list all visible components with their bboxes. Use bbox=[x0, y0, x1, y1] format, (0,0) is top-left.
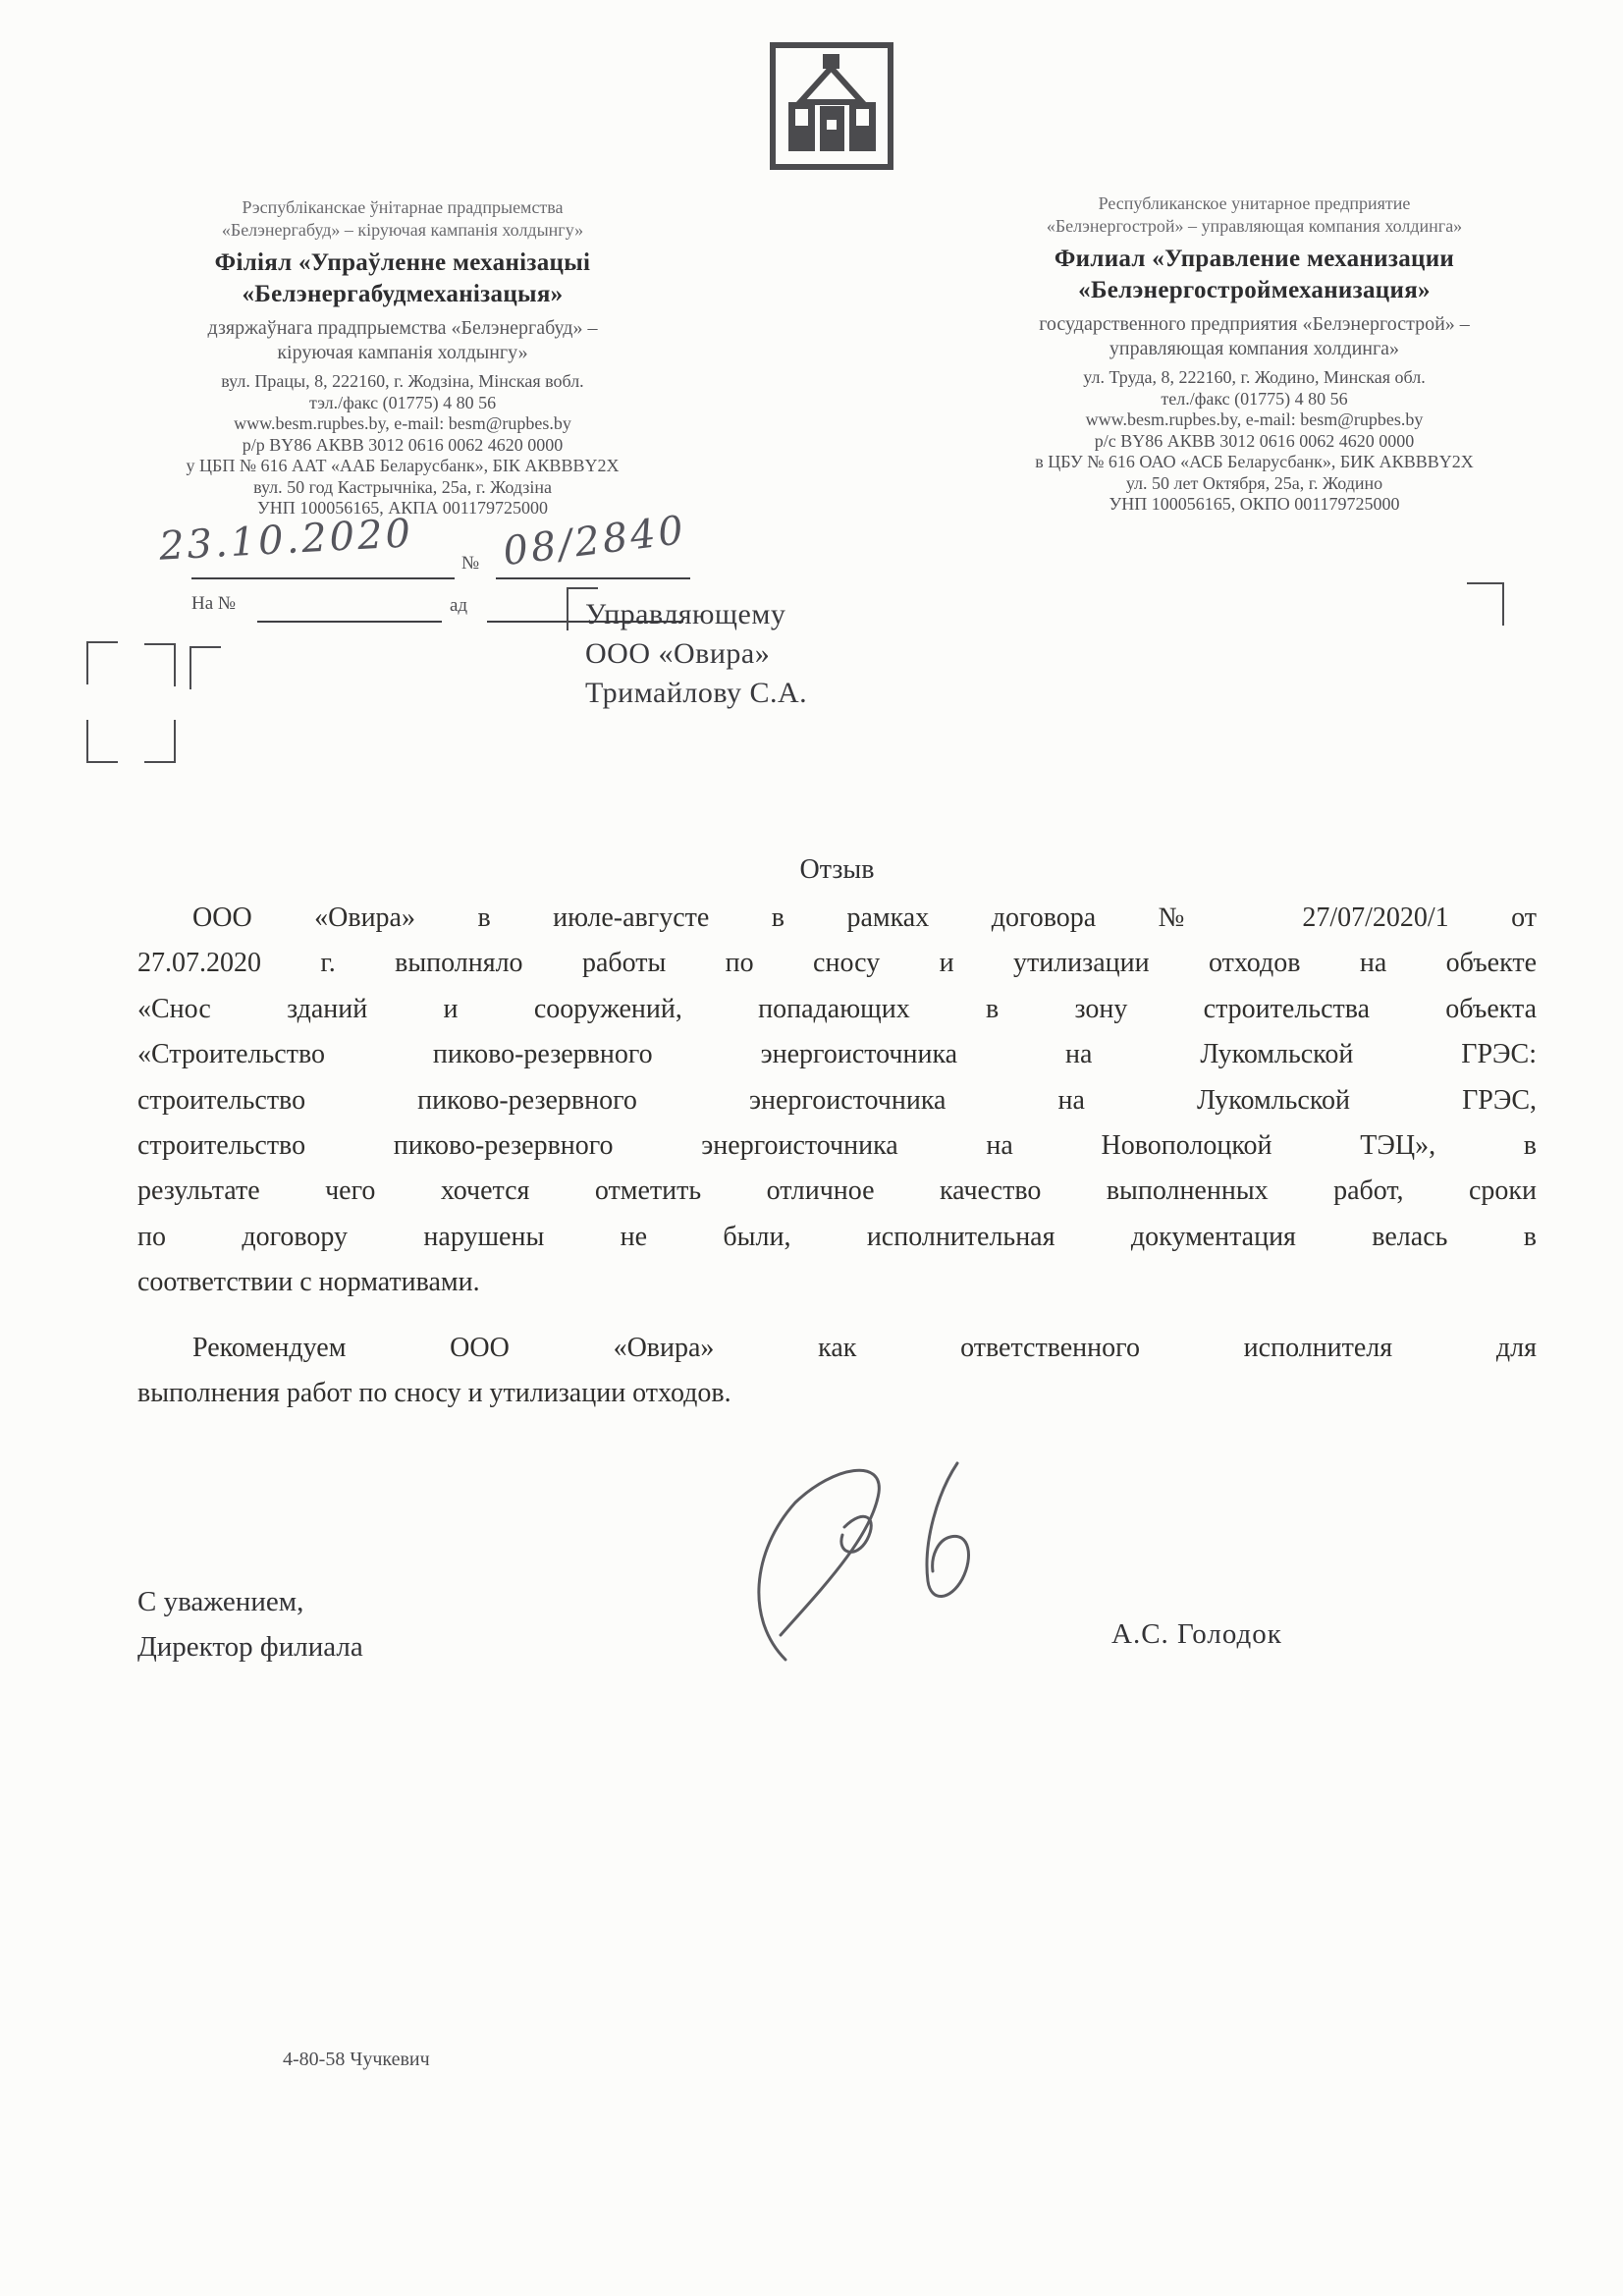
review-title: Отзыв bbox=[799, 854, 875, 885]
body-line: соответствии с нормативами. bbox=[137, 1267, 480, 1298]
closing-salutation: С уважением, bbox=[137, 1586, 304, 1617]
branch-name-line: Филиал «Управление механизации bbox=[1054, 246, 1455, 272]
letterhead-line: государственного предприятия «Белэнергострой» – bbox=[1039, 313, 1470, 335]
registration-line: УНП 100056165, ОКПО 001179725000 bbox=[1109, 494, 1400, 514]
letterhead-line: управляющая компания холдинга» bbox=[1109, 338, 1400, 359]
bank-address-line: вул. 50 год Кастрычніка, 25а, г. Жодзіна bbox=[253, 476, 552, 497]
body-line: «Строительство пиково-резервного энергоисточника на Лукомльской ГРЭС: bbox=[137, 1039, 1537, 1070]
closing-block bbox=[137, 1579, 363, 1669]
number-blank-rule bbox=[496, 577, 690, 579]
body-line: ООО «Овира» в июле-августе в рамках договора № 27/07/2020/1 от bbox=[192, 902, 1537, 933]
outgoing-number-handwritten: 08/2840 bbox=[500, 507, 689, 575]
number-sign-label: № bbox=[461, 553, 480, 574]
company-emblem-logo bbox=[769, 41, 894, 173]
addressee-person: Тримайлову С.А. bbox=[585, 677, 808, 709]
branch-name-line: «Белэнергостроймеханизация» bbox=[1078, 277, 1431, 303]
bank-line: у ЦБП № 616 ААТ «ААБ Беларусбанк», БІК АКВВВY2X bbox=[186, 456, 620, 475]
closing-position: Директор филиала bbox=[137, 1631, 363, 1663]
bank-address-line: ул. 50 лет Октября, 25а, г. Жодино bbox=[1125, 472, 1383, 493]
reply-to-label: На № bbox=[191, 593, 237, 614]
body-line: по договору нарушены не были, исполнительная документация велась в bbox=[137, 1221, 1537, 1252]
web-email-line: www.besm.rupbes.by, e-mail: besm@rupbes.by bbox=[1085, 410, 1424, 429]
corner-mark bbox=[144, 720, 176, 763]
addressee-block bbox=[585, 595, 807, 713]
letterhead-left-belarusian bbox=[128, 196, 677, 519]
letterhead-line: кіруючая кампанія холдынгу» bbox=[277, 342, 528, 363]
review-paragraph-1 bbox=[137, 896, 1537, 1306]
bank-account-line: р/с BY86 АКВВ 3012 0616 0062 4620 0000 bbox=[1094, 430, 1415, 451]
corner-mark bbox=[144, 643, 176, 686]
letterhead-line: дзяржаўнага прадпрыемства «Белэнергабуд» – bbox=[207, 317, 598, 339]
corner-mark bbox=[1467, 582, 1504, 626]
body-line: строительство пиково-резервного энергоисточника на Лукомльской ГРЭС, bbox=[137, 1084, 1537, 1116]
letterhead-line: «Белэнергострой» – управляющая компания холдинга» bbox=[1046, 216, 1463, 236]
letterhead-line: Республиканское унитарное предприятие bbox=[1098, 193, 1411, 213]
web-email-line: www.besm.rupbes.by, e-mail: besm@rupbes.by bbox=[234, 413, 571, 433]
corner-mark bbox=[86, 641, 118, 684]
executor-contact-note: 4-80-58 Чучкевич bbox=[283, 2049, 430, 2070]
bank-account-line: р/р BY86 АКВВ 3012 0616 0062 4620 0000 bbox=[242, 434, 564, 455]
phone-line: тел./факс (01775) 4 80 56 bbox=[1161, 388, 1348, 409]
address-line: ул. Труда, 8, 222160, г. Жодино, Минская обл. bbox=[1083, 367, 1426, 387]
reply-number-blank-rule bbox=[257, 621, 442, 623]
reply-from-label: ад bbox=[450, 595, 468, 616]
branch-name-line: «Белэнергабудмеханізацыя» bbox=[242, 281, 564, 307]
phone-line: тэл./факс (01775) 4 80 56 bbox=[308, 392, 497, 412]
addressee-company: ООО «Овира» bbox=[585, 637, 771, 670]
body-line: выполнения работ по сносу и утилизации отходов. bbox=[137, 1378, 731, 1409]
letterhead-line: Рэспубліканскае ўнітарнае прадпрыемства bbox=[242, 197, 564, 217]
bank-line: в ЦБУ № 616 ОАО «АСБ Беларусбанк», БИК АКВВВY2X bbox=[1035, 452, 1474, 471]
body-line: «Снос зданий и сооружений, попадающих в зону строительства объекта bbox=[137, 993, 1537, 1024]
corner-mark bbox=[86, 720, 118, 763]
branch-name-line: Філіял «Упраўленне механізацыі bbox=[214, 249, 591, 276]
body-line: результате чего хочется отметить отличное качество выполненных работ, сроки bbox=[137, 1175, 1537, 1207]
date-blank-rule bbox=[191, 577, 455, 579]
signer-name: А.С. Голодок bbox=[1111, 1618, 1282, 1650]
body-line: Рекомендуем ООО «Овира» как ответственного исполнителя для bbox=[192, 1333, 1537, 1363]
address-line: вул. Працы, 8, 222160, г. Жодзіна, Мінская вобл. bbox=[221, 371, 584, 391]
body-line: строительство пиково-резервного энергоисточника на Новополоцкой ТЭЦ», в bbox=[137, 1130, 1537, 1162]
corner-mark bbox=[189, 646, 221, 689]
letterhead-right-russian bbox=[967, 192, 1542, 516]
letterhead-line: «Белэнергабуд» – кіруючая кампанія холдынгу» bbox=[221, 220, 584, 240]
outgoing-date-handwritten: 23.10.2020 bbox=[157, 511, 415, 570]
body-line: 27.07.2020 г. выполняло работы по сносу и утилизации отходов на объекте bbox=[137, 948, 1537, 979]
addressee-position: Управляющему bbox=[585, 598, 786, 630]
review-paragraph-2 bbox=[137, 1326, 1537, 1417]
signature-scribble bbox=[727, 1434, 1060, 1679]
registration-line: УНП 100056165, АКПА 001179725000 bbox=[256, 498, 549, 518]
